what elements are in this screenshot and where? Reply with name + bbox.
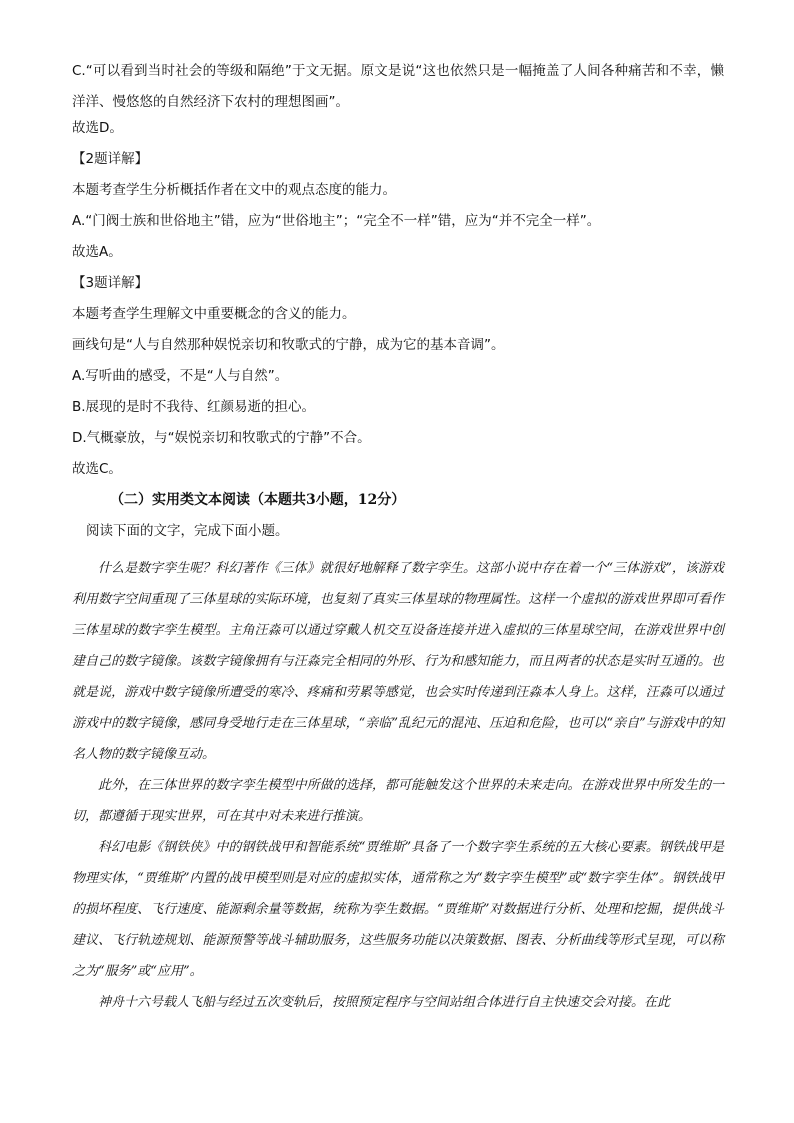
question-2-skill: 本题考查学生分析概括作者在文中的观点态度的能力。 (72, 182, 396, 198)
answer-choice-c: 故选C。 (72, 461, 122, 477)
passage-paragraph-1: 什么是数字孪生呢？科幻著作《三体》就很好地解释了数字孪生。这部小说中存在着一个“三体游戏”，该游戏利用数字空间重现了三体星球的实际环境，也复刻了真实三体星球的物理属性。这样一个虚拟的游戏世界即可看作三体星球的数字孪生模型。主角汪淼可以通过穿戴人机交互设备连接并进入虚拟的三体星球空间，在游戏世界中创建自己的数字镜像。该数字镜像拥有与汪淼完全相同的外形、行为和感知能力，而且两者的状态是实时互通的。也就是说，游戏中数字镜像所遭受的寒冷、疼痛和劳累等感觉，也会实时传递到汪淼本人身上。这样，汪淼可以通过游戏中的数字镜像，感同身受地行走在三体星球，“亲临”乱纪元的混沌、压迫和危险，也可以“亲自”与游戏中的知名人物的数字镜像互动。 (72, 561, 724, 762)
question-3-heading: 【3题详解】 (72, 275, 149, 291)
passage-paragraph-3: 科幻电影《钢铁侠》中的钢铁战甲和智能系统“贾维斯”具备了一个数字孪生系统的五大核心要素。钢铁战甲是物理实体，“贾维斯”内置的战甲模型则是对应的虚拟实体，通常称之为“数字孪生模型”或“数字孪生体”。钢铁战甲的损坏程度、飞行速度、能源剩余量等数据，统称为孪生数据。“贾维斯”对数据进行分析、处理和挖掘，提供战斗建议、飞行轨迹规划、能源预警等战斗辅助服务，这些服务功能以决策数据、图表、分析曲线等形式呈现，可以称之为“服务”或“应用”。 (72, 840, 724, 979)
section-heading: （二）实用类文本阅读（本题共3小题，12分） (110, 492, 406, 508)
document-body (72, 61, 724, 1018)
answer-choice-d: 故选D。 (72, 120, 123, 136)
underlined-sentence-note: 画线句是“人与自然那种娱悦亲切和牧歌式的宁静，成为它的基本音调”。 (72, 337, 505, 353)
passage-paragraph-2: 此外，在三体世界的数字孪生模型中所做的选择，都可能触发这个世界的未来走向。在游戏世界中所发生的一切，都遵循于现实世界，可在其中对未来进行推演。 (72, 778, 724, 824)
option-d-note: D.气概豪放，与“娱悦亲切和牧歌式的宁静”不合。 (72, 430, 371, 446)
question-2-heading: 【2题详解】 (72, 151, 149, 167)
option-b-note: B.展现的是时不我待、红颜易逝的担心。 (72, 399, 316, 415)
answer-explanation-c: C.“可以看到当时社会的等级和隔绝”于文无据。原文是说“这也依然只是一幅掩盖了人间各种痛苦和不幸，懒洋洋、慢悠悠的自然经济下农村的理想图画”。 (72, 63, 724, 110)
question-2-explanation-a: A.“门阀士族和世俗地主”错，应为“世俗地主”；“完全不一样”错，应为“并不完全一样”。 (72, 213, 601, 229)
reading-instruction: 阅读下面的文字，完成下面小题。 (86, 523, 289, 539)
option-a-note: A.写听曲的感受，不是“人与自然”。 (72, 368, 289, 384)
passage-paragraph-4: 神舟十六号载人飞船与经过五次变轨后，按照预定程序与空间站组合体进行自主快速交会对接。在此 (98, 995, 671, 1010)
question-3-skill: 本题考查学生理解文中重要概念的含义的能力。 (72, 306, 356, 322)
answer-choice-a: 故选A。 (72, 244, 122, 260)
